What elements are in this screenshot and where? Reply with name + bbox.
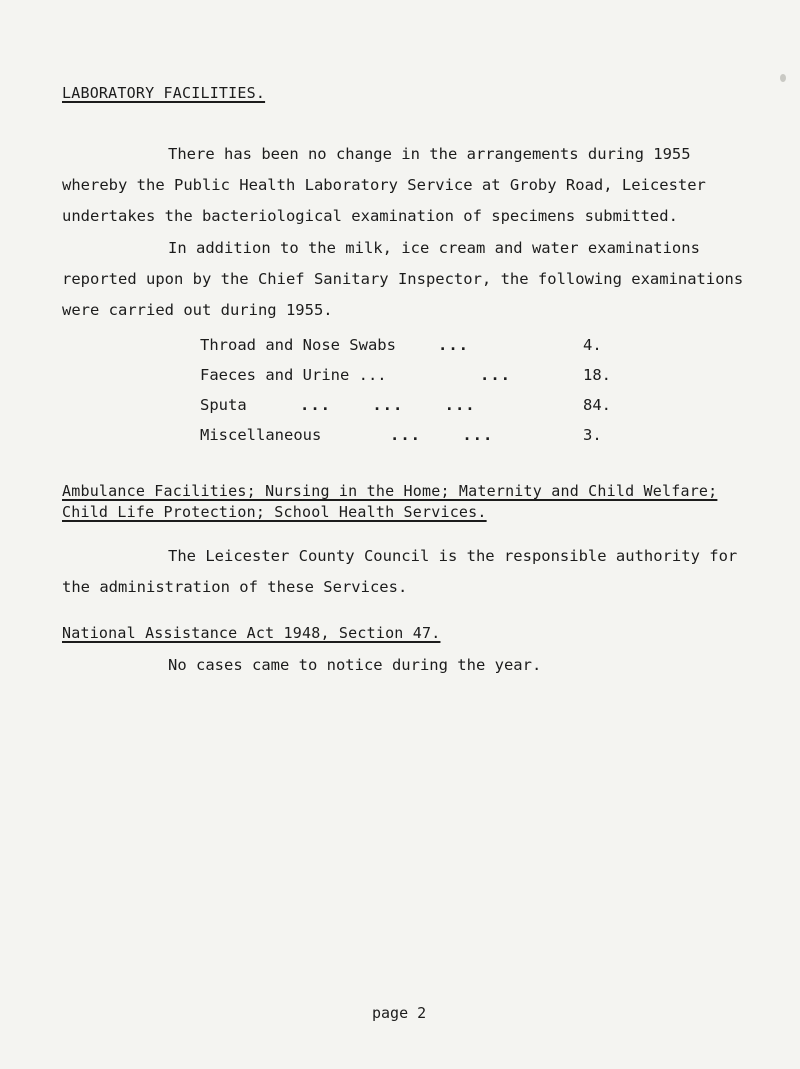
laboratory-heading: LABORATORY FACILITIES. xyxy=(62,84,266,102)
page-number: page 2 xyxy=(372,1004,427,1022)
exam-row-throat-nose xyxy=(200,330,660,360)
paper-mark xyxy=(780,74,786,82)
examinations-table xyxy=(200,330,660,450)
services-paragraph: The Leicester County Council is the responsible authority for the administration of these Services. xyxy=(62,547,738,596)
exam-label: Miscellaneous xyxy=(200,426,322,444)
exam-row-faeces-urine xyxy=(200,360,660,390)
leader-dots: ... ... xyxy=(390,426,494,444)
national-assistance-heading: National Assistance Act 1948, Section 47. xyxy=(62,624,441,642)
exam-count: 18. xyxy=(583,366,611,384)
exam-row-miscellaneous xyxy=(200,420,660,450)
exam-label: Throad and Nose Swabs xyxy=(200,336,396,354)
leader-dots: ... xyxy=(480,366,511,384)
exam-count: 3. xyxy=(583,426,602,444)
exam-row-sputa xyxy=(200,390,660,420)
exam-label: Faeces and Urine ... xyxy=(200,366,387,384)
laboratory-paragraph-1: There has been no change in the arrangements during 1955 whereby the Public Health Laboratory Service at Groby Road, Leicester undertakes the bacteriological examination of specimens submitted. xyxy=(62,145,706,225)
exam-label: Sputa xyxy=(200,396,247,414)
exam-count: 84. xyxy=(583,396,611,414)
leader-dots: ... ... ... xyxy=(300,396,476,414)
laboratory-paragraph-2: In addition to the milk, ice cream and water examinations reported upon by the Chief Sanitary Inspector, the following examinations were carried out during 1955. xyxy=(62,239,744,319)
exam-count: 4. xyxy=(583,336,602,354)
leader-dots: ... xyxy=(438,336,469,354)
services-heading-line-2: Child Life Protection; School Health Services. xyxy=(62,503,487,521)
national-assistance-paragraph: No cases came to notice during the year. xyxy=(168,656,542,674)
services-heading-line-1: Ambulance Facilities; Nursing in the Home; Maternity and Child Welfare; xyxy=(62,482,718,500)
